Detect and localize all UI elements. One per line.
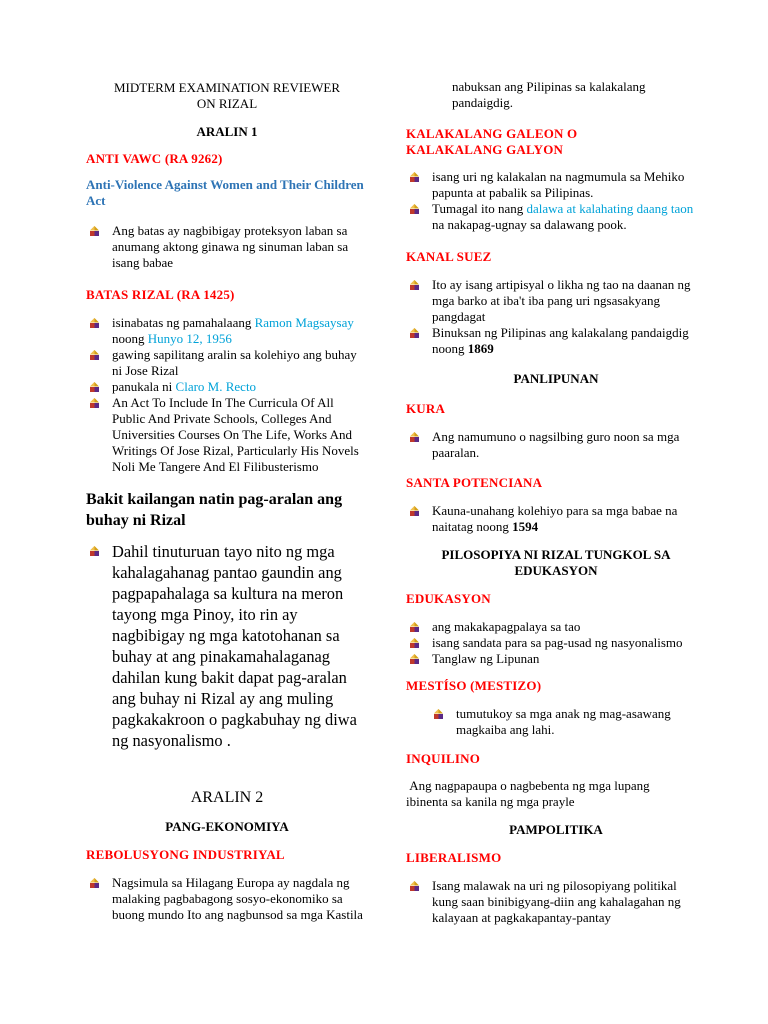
liberalismo-heading: LIBERALISMO (406, 850, 502, 865)
kura-list (406, 429, 706, 461)
list-item: tumutukoy sa mga anak ng mag-asawang magkaiba ang lahi. (430, 706, 706, 738)
liberalismo-list (406, 878, 696, 926)
anti-vawc-subheading: Anti-Violence Against Women and Their Children Act (86, 177, 364, 208)
arrow-bullet-icon (90, 226, 99, 236)
pampolitika-heading: PAMPOLITIKA (509, 822, 603, 837)
list-item: Tumagal ito nang dalawa at kalahating daang taon na nakapag-ugnay sa dalawang pook. (406, 201, 706, 233)
aralin-2-heading: ARALIN 2 (190, 789, 264, 806)
magsaysay-link[interactable]: Ramon Magsaysay (254, 315, 354, 330)
kura-heading: KURA (406, 401, 446, 416)
list-item: ang makakapagpalaya sa tao (406, 619, 706, 635)
list-item: Ang batas ay nagbibigay proteksyon laban sa anumang aktong ginawa ng sinuman laban sa isang babae (86, 223, 368, 271)
arrow-bullet-icon (410, 204, 419, 214)
kanal-suez-heading: KANAL SUEZ (406, 249, 492, 264)
arrow-bullet-icon (410, 622, 419, 632)
document-title-line1: MIDTERM EXAMINATION REVIEWER (113, 80, 341, 95)
arrow-bullet-icon (434, 709, 443, 719)
arrow-bullet-icon (90, 546, 99, 556)
list-item: panukala ni Claro M. Recto (86, 379, 368, 395)
arrow-bullet-icon (90, 382, 99, 392)
continued-text: nabuksan ang Pilipinas sa kalakalang pandaigdig. (452, 79, 646, 110)
bakit-heading: Bakit kailangan natin pag-aralan ang buhay ni Rizal (86, 491, 343, 529)
arrow-bullet-icon (410, 432, 419, 442)
arrow-bullet-icon (410, 328, 419, 338)
list-item: isinabatas ng pamahalaang Ramon Magsaysay noong Hunyo 12, 1956 (86, 315, 368, 347)
batas-rizal-heading: BATAS RIZAL (RA 1425) (86, 287, 235, 302)
kanal-suez-list (406, 277, 706, 357)
inquilino-heading: INQUILINO (406, 751, 481, 766)
list-item: isang sandata para sa pag-usad ng nasyonalismo (406, 635, 706, 651)
anti-vawc-list (86, 223, 368, 271)
list-item: Nagsimula sa Hilagang Europa ay nagdala ng malaking pagbabagong sosyo-ekonomiko sa buong mundo Ito ang nagbunsod sa mga Kastila (86, 875, 368, 923)
mestizo-list (406, 706, 706, 738)
duration-link[interactable]: dalawa at kalahating daang taon (526, 201, 694, 216)
arrow-bullet-icon (410, 881, 419, 891)
arrow-bullet-icon (410, 654, 419, 664)
right-column (406, 0, 706, 926)
left-column (86, 0, 368, 923)
aralin-1-heading: ARALIN 1 (196, 124, 258, 139)
galeon-list (406, 169, 706, 233)
arrow-bullet-icon (410, 172, 419, 182)
pilosopiya-heading: PILOSOPIYA NI RIZAL TUNGKOL SA EDUKASYON (441, 547, 671, 578)
list-item: Ang namumuno o nagsilbing guro noon sa mga paaralan. (406, 429, 706, 461)
santa-potenciana-heading: SANTA POTENCIANA (406, 475, 543, 490)
date-link[interactable]: Hunyo 12, 1956 (147, 331, 232, 346)
arrow-bullet-icon (90, 350, 99, 360)
batas-rizal-list (86, 315, 368, 475)
list-item: An Act To Include In The Curricula Of All Public And Private Schools, Colleges And Universities Courses On The Life, Works And Writings Of Jose Rizal, Particularly His Novels Noli Me Tangere And El Filibusterismo (86, 395, 368, 475)
galeon-heading: KALAKALANG GALEON O KALAKALANG GALYON (406, 126, 578, 157)
list-item: gawing sapilitang aralin sa kolehiyo ang buhay ni Jose Rizal (86, 347, 368, 379)
list-item: Tanglaw ng Lipunan (406, 651, 706, 667)
pang-ekonomiya-heading: PANG-EKONOMIYA (165, 819, 289, 834)
list-item: Ito ay isang artipisyal o likha ng tao na daanan ng mga barko at iba't iba pang uri ngsasakyang pangdagat (406, 277, 706, 325)
santa-potenciana-list (406, 503, 706, 535)
arrow-bullet-icon (410, 506, 419, 516)
mestizo-heading: MESTÍSO (MESTIZO) (406, 678, 542, 693)
arrow-bullet-icon (90, 878, 99, 888)
list-item: Binuksan ng Pilipinas ang kalakalang pandaigdig noong 1869 (406, 325, 706, 357)
edukasyon-list (406, 619, 706, 667)
arrow-bullet-icon (410, 280, 419, 290)
rebolusyon-list (86, 875, 368, 923)
list-item: Dahil tinuturuan tayo nito ng mga kahalagahanag pantao gaundin ang pagpapahalaga sa kultura na meron tayong mga Pinoy, ito rin ay nagbibigay ng mga katotohanan sa buhay at ang pinakamahalaganag dahilan kung bakit dapat pag-aralan ang buhay ni Rizal ay ang muling pagkakakroon o pagkabuhay ng diwa ng nasyonalismo . (86, 541, 368, 751)
edukasyon-heading: EDUKASYON (406, 591, 491, 606)
list-item: isang uri ng kalakalan na nagmumula sa Mehiko papunta at pabalik sa Pilipinas. (406, 169, 706, 201)
rebolusyon-heading: REBOLUSYONG INDUSTRIYAL (86, 847, 285, 862)
list-item: Isang malawak na uri ng pilosopiyang politikal kung saan binibigyang-diin ang kahalagahan ng kalayaan at pagkakapantay-pantay (406, 878, 696, 926)
inquilino-text: Ang nagpapaupa o nagbebenta ng mga lupang ibinenta sa kanila ng mga prayle (406, 778, 653, 809)
recto-link[interactable]: Claro M. Recto (175, 379, 257, 394)
arrow-bullet-icon (410, 638, 419, 648)
panlipunan-heading: PANLIPUNAN (513, 371, 599, 386)
anti-vawc-heading: ANTI VAWC (RA 9262) (86, 151, 223, 166)
arrow-bullet-icon (90, 398, 99, 408)
list-item: Kauna-unahang kolehiyo para sa mga babae na naitatag noong 1594 (406, 503, 706, 535)
arrow-bullet-icon (90, 318, 99, 328)
document-title-line2: ON RIZAL (196, 96, 258, 111)
bakit-list (86, 541, 368, 751)
